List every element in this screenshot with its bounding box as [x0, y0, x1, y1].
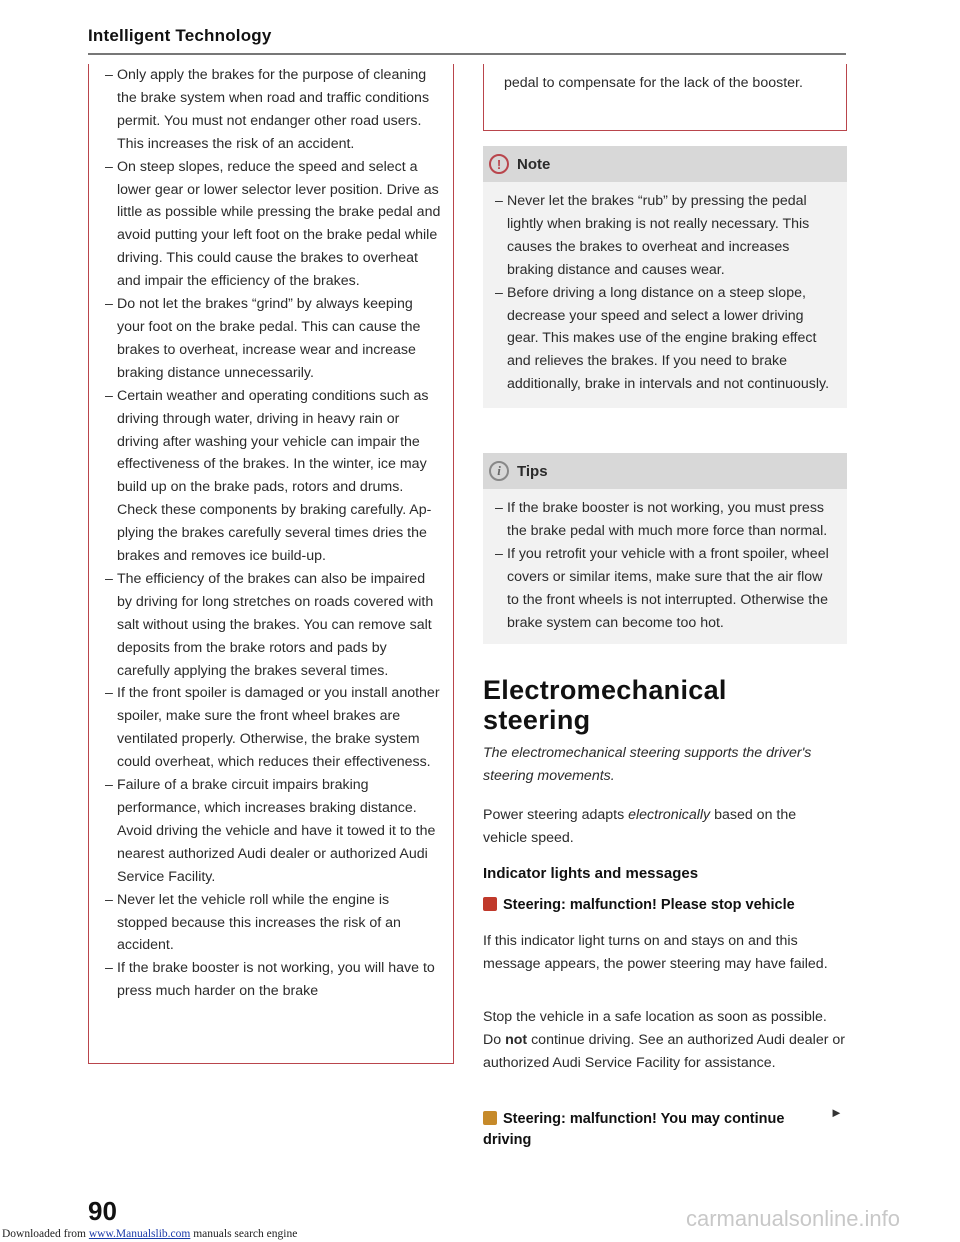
note-title: Note: [517, 155, 551, 173]
page-number: 90: [88, 1196, 117, 1226]
page-header-title: Intelligent Technology: [88, 26, 272, 45]
warning-item: – On steep slopes, reduce the speed and select a lower gear or lower selector lever position. Drive as little as possible while pressing the brake pedal and avoid putting your left foot on the brake pedal while driving. This could cause the brakes to overheat and impair the efficiency of the brakes.: [105, 156, 441, 293]
exclamation-icon: !: [489, 154, 509, 174]
message-2-title-line1: Steering: malfunction! You may continue: [503, 1111, 785, 1127]
warning-box-left: [88, 64, 454, 1064]
download-footer: [2, 1228, 297, 1240]
tips-item: – If the brake booster is not working, you must press the brake pedal with much more force than normal.: [495, 497, 835, 543]
para-text: continue driving. See an authorized Audi dealer or authorized Audi Service Facility for assistance.: [483, 1031, 845, 1071]
message-2-title-line2: driving: [483, 1132, 532, 1148]
message-1-para1: If this indicator light turns on and stays on and this message appears, the power steering may have failed.: [483, 933, 828, 972]
warning-item: – If the brake booster is not working, you will have to press much harder on the brake: [105, 957, 441, 1003]
steering-warning-amber-icon: [483, 1111, 497, 1125]
section-intro: The electromechanical steering supports the driver's steering movements.: [483, 745, 812, 784]
warning-item: – Do not let the brakes “grind” by always keeping your foot on the brake pedal. This can cause the brakes to overheat, increase wear and increase braking distance unnecessarily.: [105, 293, 441, 385]
section-title-line1: Electromechanical: [483, 675, 727, 705]
para-bold: not: [505, 1031, 528, 1048]
warning-item: – Never let the vehicle roll while the engine is stopped because this increases the risk of an accident.: [105, 889, 441, 958]
note-box: [483, 146, 847, 408]
header-rule: [88, 53, 846, 55]
message-1-title: [483, 897, 795, 913]
subheading: Indicator lights and messages: [483, 865, 699, 882]
message-1-para2: [483, 1006, 845, 1075]
section-heading: [483, 675, 847, 735]
body-text: based on the vehicle speed.: [483, 807, 797, 846]
tips-header: [483, 453, 847, 489]
info-icon: i: [489, 461, 509, 481]
tips-item: – If you retrofit your vehicle with a front spoiler, wheel covers or similar items, make sure that the air flow to the front wheels is not interrupted. Otherwise the brake system can become too hot.: [495, 543, 835, 635]
warning-continuation: pedal to compensate for the lack of the booster.: [504, 75, 803, 91]
footer-text: manuals search engine: [190, 1228, 298, 1240]
para-text: Stop the vehicle in a safe location as soon as possible. Do: [483, 1009, 827, 1048]
note-header: [483, 146, 847, 182]
section-body: [483, 804, 841, 850]
warning-item: – Certain weather and operating conditions such as driving through water, driving in heavy rain or driving after washing your vehicle can impair the effectiveness of the brakes. In the winter, ice may build up on the brake pads, rotors and drums. Check these components by braking carefully. Applying the brakes carefully several times dries the brakes and removes ice build-up.: [105, 385, 441, 568]
note-item: – Before driving a long distance on a steep slope, decrease your speed and select a lower driving gear. This makes use of the engine braking effect and relieves the brakes. If you need to brake additionally, brake in intervals and not continuously.: [495, 282, 835, 397]
section-title-line2: steering: [483, 705, 591, 735]
note-item: – Never let the brakes “rub” by pressing the pedal lightly when braking is not really necessary. This causes the brakes to overheat and increases braking distance and causes wear.: [495, 190, 835, 282]
continued-arrow-icon: ►: [830, 1105, 843, 1120]
warning-item: – The efficiency of the brakes can also be impaired by driving for long stretches on roads covered with salt without using the brakes. You can remove salt deposits from the brake rotors and pads by carefully applying the brakes several times.: [105, 568, 441, 683]
message-1-title-text: Steering: malfunction! Please stop vehicle: [503, 897, 795, 913]
warning-list: [105, 64, 441, 1003]
tips-body: [483, 489, 847, 644]
manualslib-link[interactable]: www.Manualslib.com: [88, 1228, 191, 1240]
note-body: [483, 182, 847, 408]
body-text: Power steering adapts: [483, 807, 629, 823]
watermark: carmanualsonline.info: [686, 1206, 901, 1231]
message-2-title: [483, 1109, 784, 1151]
warning-box-right: [483, 64, 847, 131]
steering-warning-red-icon: [483, 897, 497, 911]
warning-item: – Failure of a brake circuit impairs braking performance, which increases braking distance. Avoid driving the vehicle and have it towed it to the nearest authorized Audi dealer or authorized Audi Service Facility.: [105, 774, 441, 889]
warning-item: – If the front spoiler is damaged or you install another spoiler, make sure the front wheel brakes are ventilated properly. Otherwise, the brake system could overheat, which reduces their effectiveness.: [105, 682, 441, 774]
tips-title: Tips: [517, 462, 548, 480]
footer-text: Downloaded from: [2, 1228, 89, 1240]
tips-box: [483, 453, 847, 644]
warning-item: – Only apply the brakes for the purpose of cleaning the brake system when road and traffic conditions permit. You must not endanger other road users. This increases the risk of an accident.: [105, 64, 441, 156]
body-emphasis: electronically: [628, 807, 711, 823]
